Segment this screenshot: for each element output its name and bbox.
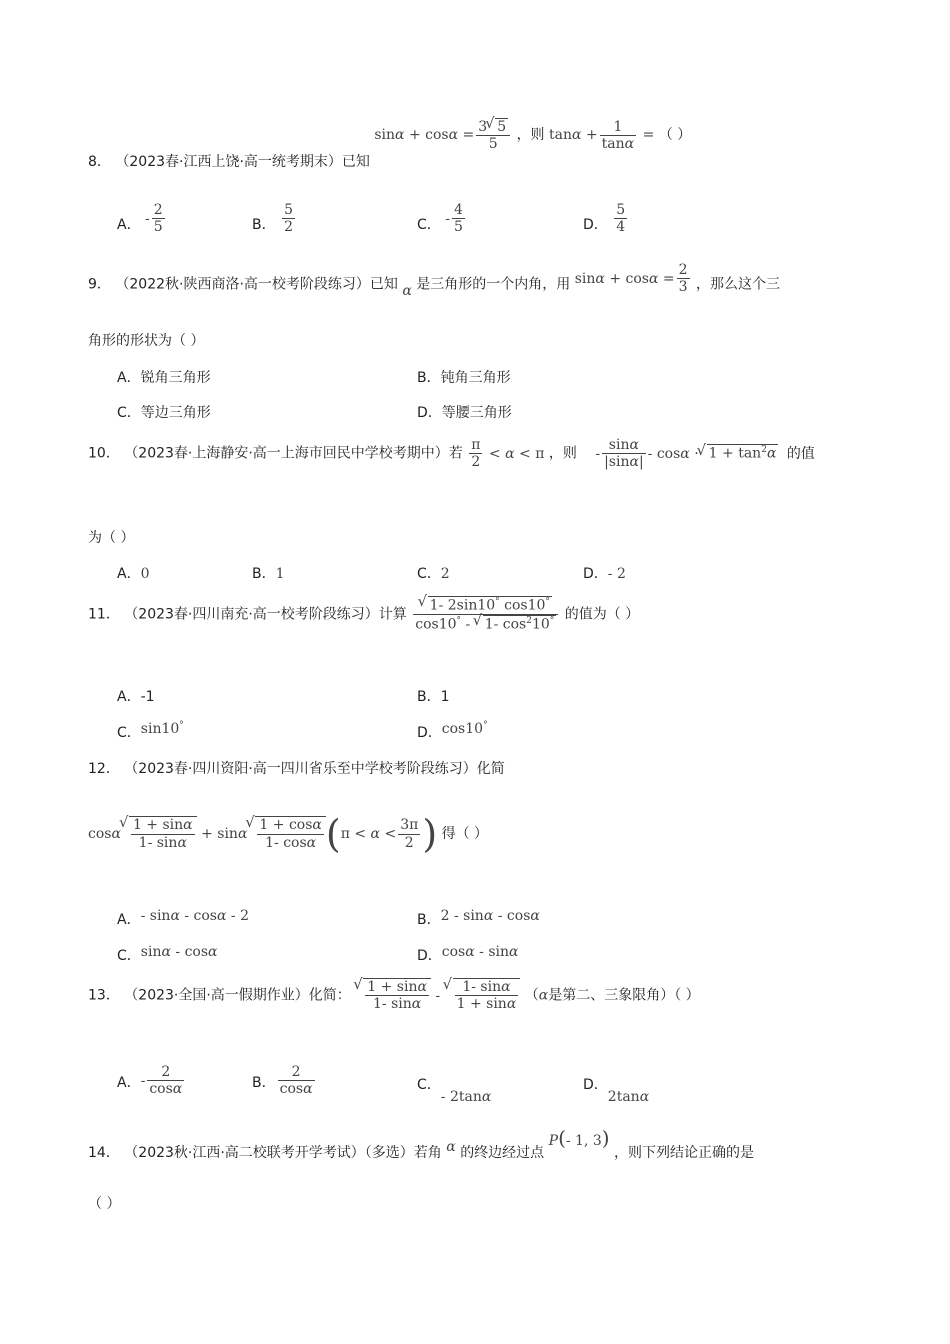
- answer-bracket: （ ）: [658, 127, 692, 144]
- q8-option-a[interactable]: [117, 202, 167, 235]
- option-label: A．: [117, 912, 141, 928]
- formula-target: tanα + $\frac{1}{\tan\alpha}$ =: [549, 118, 655, 152]
- q9-option-c[interactable]: C．等边三角形: [117, 405, 211, 421]
- question-number: 9．: [88, 276, 111, 293]
- question-number: 14．: [88, 1145, 120, 1161]
- q10-option-a[interactable]: [117, 563, 150, 583]
- alpha-symbol: α: [402, 282, 412, 299]
- formula-condition: $\frac{\pi}{2}$ < α < π: [471, 437, 545, 471]
- option-value: - 2: [607, 566, 626, 582]
- question-12-formula-line: [88, 812, 489, 856]
- option-value: 2tanα: [607, 1089, 650, 1105]
- q10-option-c[interactable]: [417, 563, 450, 583]
- q8-option-d[interactable]: [583, 202, 629, 235]
- q13-option-a[interactable]: [117, 1064, 186, 1097]
- question-9-line2: 角形的形状为（ ）: [88, 333, 205, 349]
- question-9: [88, 262, 781, 301]
- q11-option-d[interactable]: [417, 718, 488, 741]
- option-label: C．: [417, 1077, 441, 1093]
- option-value: cos10°: [441, 720, 488, 737]
- question-source: （2023春·四川南充·高一校考阶段练习）计算: [124, 606, 407, 623]
- question-text: （: [524, 987, 539, 1004]
- question-text: 得（ ）: [441, 826, 489, 842]
- option-label: D．: [417, 725, 442, 741]
- option-label: C．: [117, 725, 141, 741]
- option-value: 1: [275, 566, 285, 582]
- question-source: （2022秋·陕西商洛·高一校考阶段练习）已知: [115, 276, 398, 293]
- q9-option-a[interactable]: A．锐角三角形: [117, 370, 211, 386]
- question-source: （2023春·江西上饶·高一统考期末）已知: [115, 154, 370, 171]
- question-number: 12．: [88, 761, 120, 777]
- option-value: $\frac{5}{4}$: [616, 202, 626, 236]
- option-label: A．: [117, 566, 141, 582]
- question-number: 11．: [88, 606, 120, 623]
- q8-option-b[interactable]: [252, 202, 297, 235]
- question-14-line2: （ ）: [88, 1196, 121, 1212]
- option-label: B．: [252, 566, 276, 582]
- question-10: [88, 437, 815, 470]
- formula-expression: √ $\frac{1- 2\sin 10^\circ \cos 10^\circ}{\cos 10^\circ - √ 1- \cos^210^\circ}$: [411, 606, 560, 622]
- option-label: D．: [583, 566, 608, 582]
- formula-expression: - $\frac{\sin\alpha}{|\sin\alpha|}$ - cosα ·√ $1 + \tan^2\alpha$: [595, 446, 778, 462]
- question-source: （2023秋·江西·高二校联考开学考试）（多选）若角: [124, 1145, 442, 1161]
- option-label: D．: [417, 948, 442, 964]
- option-label: D．: [583, 216, 608, 233]
- formula-expression: cosα √ $\frac{1 + \sin\alpha}{1- \sin\alpha}$ + sinα √ $\frac{1 + \cos\alpha}{1- \cos\alpha}$ (π < α < $\frac{3\pi}{2}$ ): [88, 826, 437, 842]
- question-8: [88, 118, 692, 171]
- q11-option-b[interactable]: B．1: [417, 689, 450, 705]
- option-value: sinα - cosα: [140, 944, 218, 960]
- option-label: B．: [252, 216, 276, 233]
- option-label: D．: [583, 1077, 608, 1093]
- question-text: ，那么这个三: [696, 276, 781, 293]
- question-13: [88, 978, 700, 1012]
- q11-option-a[interactable]: A．-1: [117, 689, 155, 705]
- q9-option-b[interactable]: B．钝角三角形: [417, 370, 511, 386]
- option-value: - $\frac{2}{5}$: [145, 202, 163, 236]
- option-value: - 2tanα: [440, 1089, 492, 1105]
- question-text: 的终边经过点: [460, 1145, 545, 1161]
- question-number: 13．: [88, 987, 120, 1004]
- question-number: 8．: [88, 154, 111, 171]
- q13-option-c[interactable]: [417, 1077, 492, 1105]
- option-value: $\frac{2}{\cos\alpha}$: [279, 1064, 313, 1098]
- question-12: [88, 758, 505, 778]
- q9-option-d[interactable]: D．等腰三角形: [417, 405, 512, 421]
- alpha-symbol: α: [446, 1139, 456, 1155]
- question-connector: ，则: [516, 127, 545, 144]
- formula-point: P(- 1, 3): [548, 1126, 610, 1150]
- q10-option-d[interactable]: [583, 563, 626, 583]
- q13-option-d[interactable]: [583, 1077, 650, 1105]
- option-label: C．: [417, 216, 441, 233]
- option-value: - $\frac{4}{5}$: [445, 202, 463, 236]
- question-source: （2023春·四川资阳·高一四川省乐至中学校考阶段练习）化简: [124, 761, 505, 777]
- option-value: sin10°: [140, 720, 184, 737]
- question-text: 是第二、三象限角）（ ）: [548, 987, 700, 1004]
- option-label: B．: [252, 1074, 276, 1091]
- q11-option-c[interactable]: [117, 718, 184, 741]
- q12-option-b[interactable]: [417, 905, 540, 928]
- q10-option-b[interactable]: [252, 563, 285, 583]
- question-10-line2: 为（ ）: [88, 530, 135, 546]
- option-label: C．: [417, 566, 441, 582]
- question-connector: ，则: [548, 445, 577, 462]
- q12-option-c[interactable]: [117, 941, 218, 964]
- question-text: ，则下列结论正确的是: [614, 1145, 755, 1161]
- formula-expression: √ $\frac{1 + \sin\alpha}{1- \sin\alpha}$ - √ $\frac{1- \sin\alpha}{1 + \sin\alpha}$: [355, 988, 520, 1004]
- question-text: 的值: [786, 445, 815, 462]
- option-label: B．: [417, 912, 441, 928]
- question-source: （2023·全国·高一假期作业）化简：: [124, 987, 351, 1004]
- option-value: 2 - sinα - cosα: [440, 908, 540, 924]
- alpha-symbol: α: [538, 987, 549, 1004]
- question-text: 的值为（ ）: [564, 606, 640, 623]
- question-14: [88, 1126, 755, 1162]
- question-11: [88, 596, 639, 633]
- question-text: 是三角形的一个内角，用: [416, 276, 571, 293]
- option-value: - sinα - cosα - 2: [140, 908, 250, 924]
- option-value: cosα - sinα: [441, 944, 519, 960]
- question-number: 10．: [88, 445, 120, 462]
- formula-given: sinα + cosα = $\frac{3√ 5}{5}$: [374, 127, 512, 143]
- q12-option-a[interactable]: [117, 905, 250, 928]
- q8-option-c[interactable]: [417, 202, 467, 235]
- option-value: - $\frac{2}{\cos\alpha}$: [140, 1064, 183, 1098]
- option-label: A．: [117, 216, 141, 233]
- option-value: 0: [140, 566, 150, 582]
- option-value: 2: [440, 566, 450, 582]
- option-label: C．: [117, 948, 141, 964]
- q12-option-d[interactable]: [417, 941, 519, 964]
- option-value: $\frac{5}{2}$: [284, 202, 293, 236]
- formula-given: sinα + cosα = $\frac{2}{3}$: [574, 262, 688, 296]
- option-label: A．: [117, 1074, 141, 1091]
- question-source: （2023春·上海静安·高一上海市回民中学校考期中）若: [124, 445, 463, 462]
- q13-option-b[interactable]: [252, 1064, 317, 1097]
